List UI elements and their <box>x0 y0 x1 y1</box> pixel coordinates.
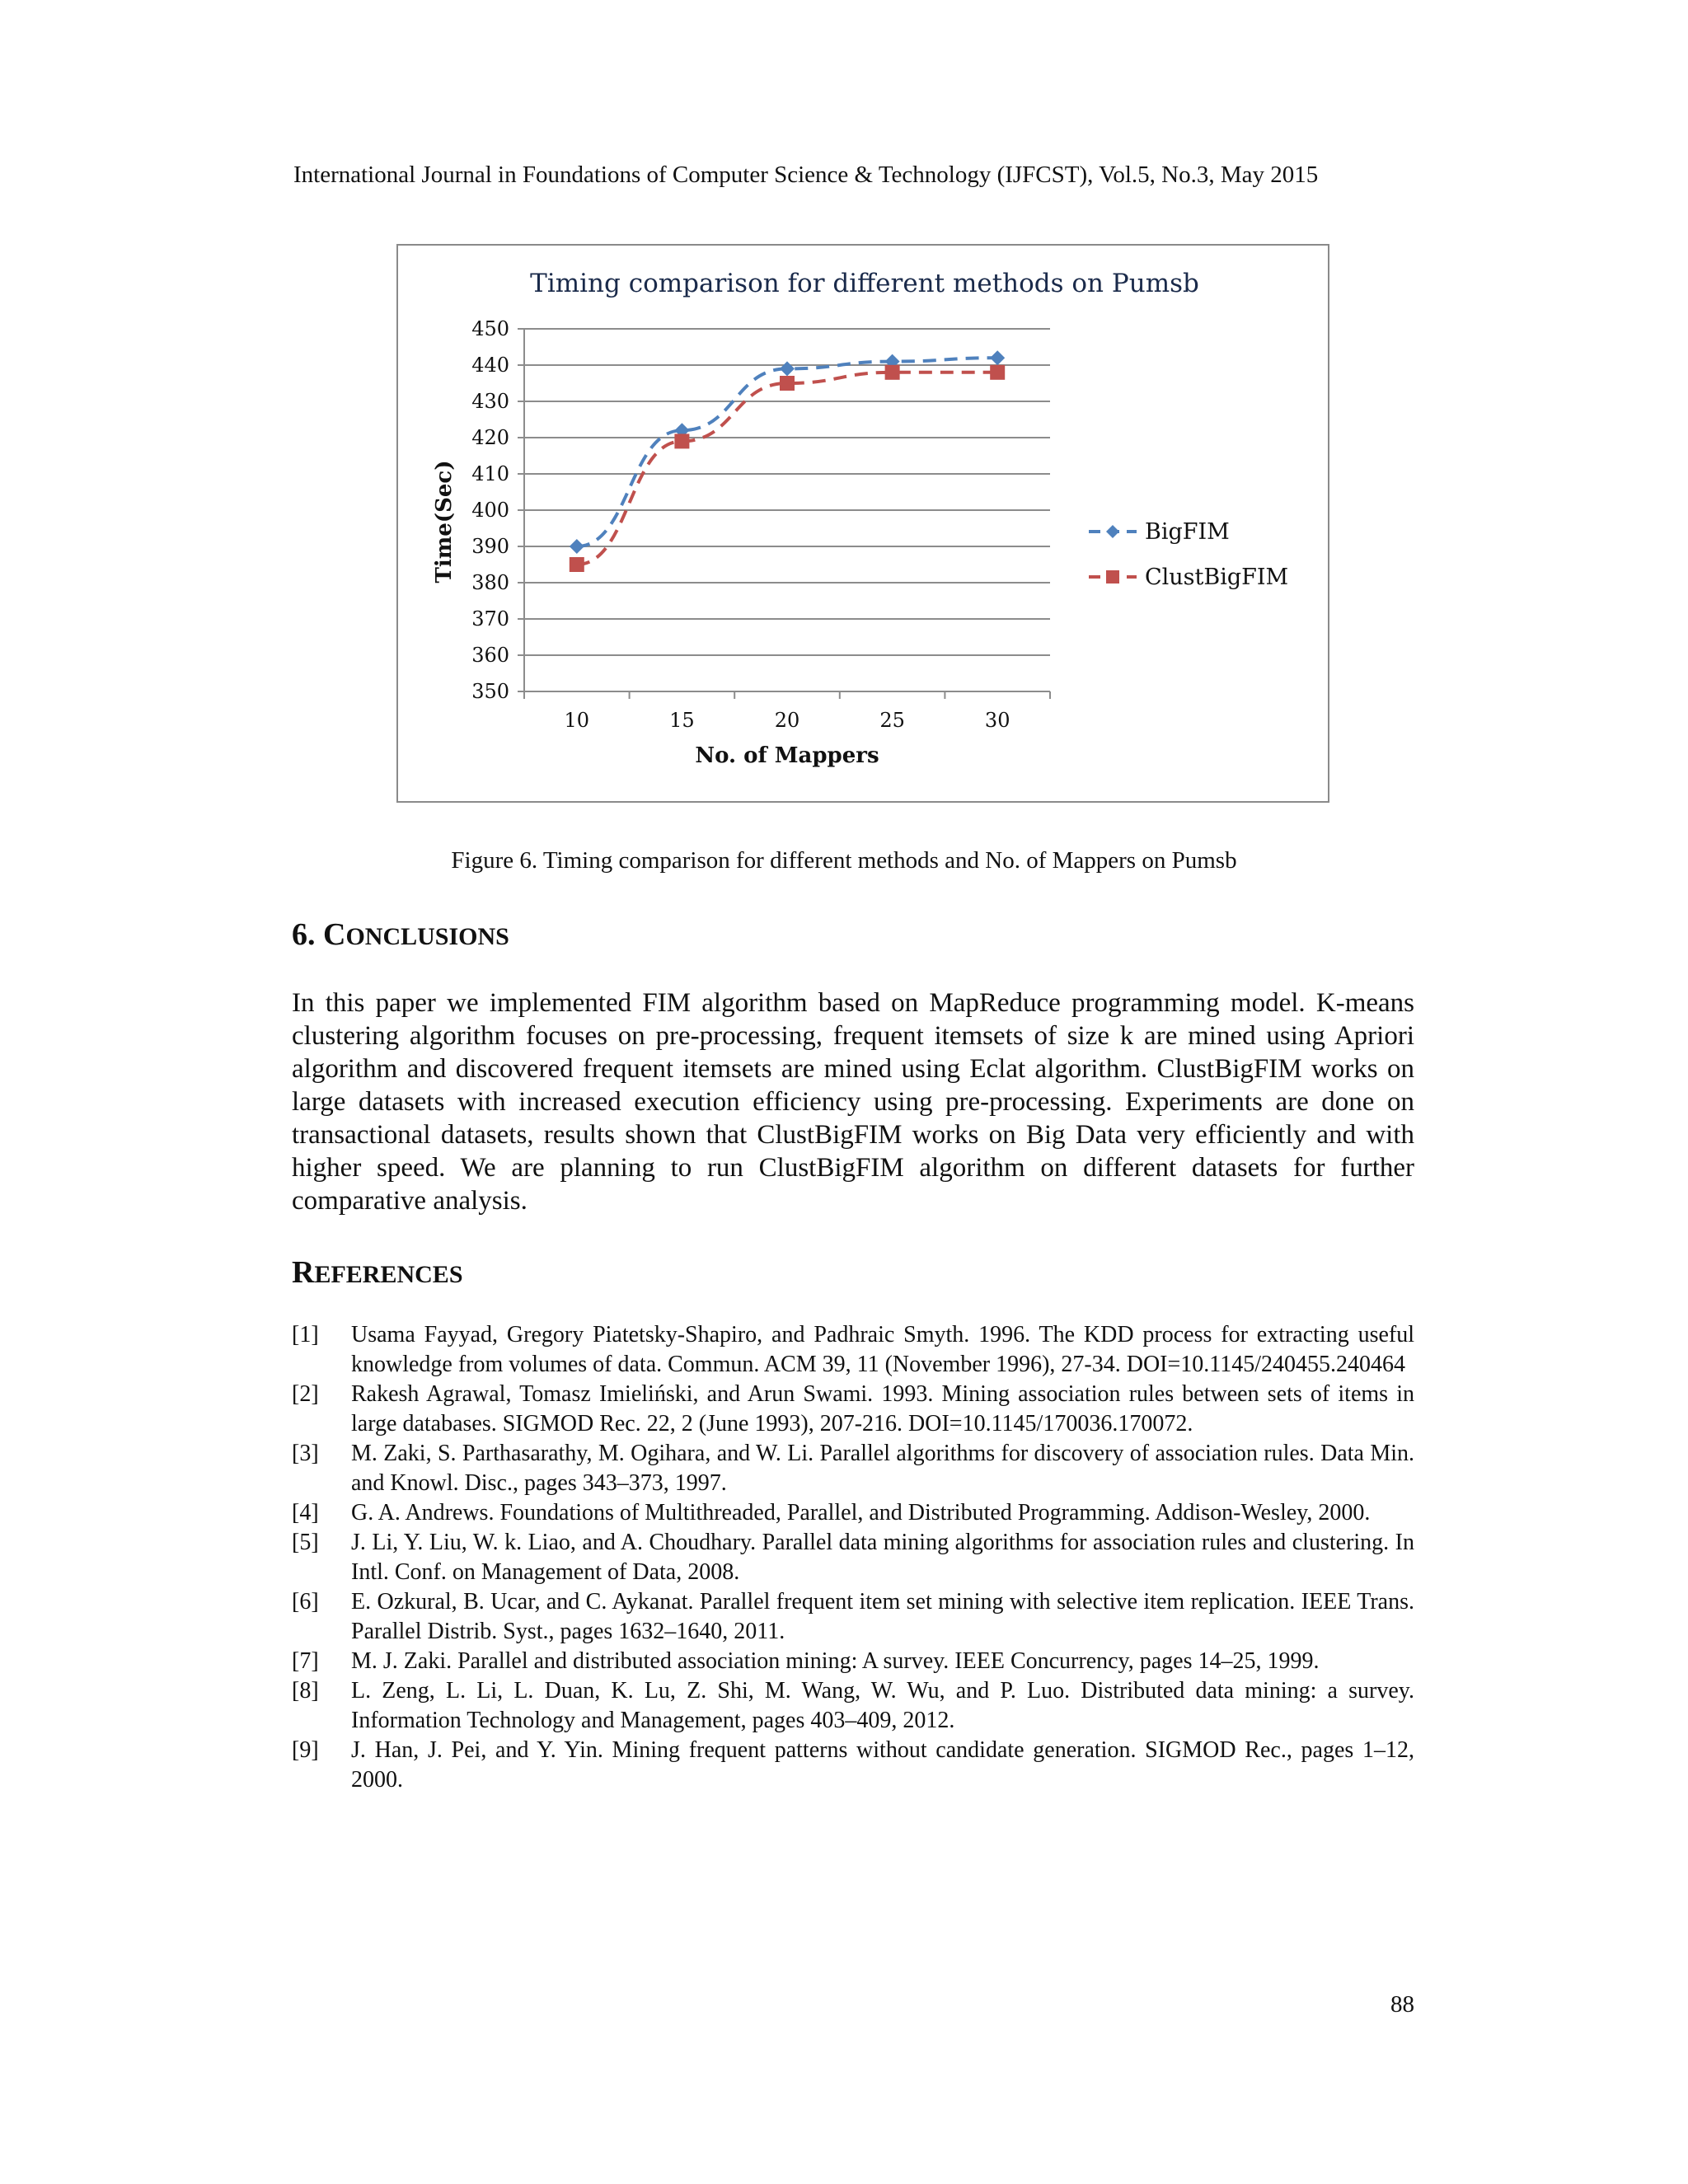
x-tick-label: 25 <box>879 709 905 732</box>
figure-caption: Figure 6. Timing comparison for different methods and No. of Mappers on Pumsb <box>451 847 1237 874</box>
y-tick-label: 400 <box>471 499 509 522</box>
reference-number: [1] <box>292 1322 319 1347</box>
reference-item <box>292 1320 1414 1380</box>
y-tick-label: 380 <box>471 571 509 594</box>
y-tick-label: 360 <box>471 644 509 667</box>
x-axis-label: No. of Mappers <box>695 743 879 768</box>
reference-item <box>292 1647 1414 1676</box>
y-tick-label: 430 <box>471 390 509 413</box>
reference-item <box>292 1528 1414 1587</box>
reference-item <box>292 1380 1414 1439</box>
legend-marker-bigfim <box>1106 525 1119 538</box>
reference-number: [4] <box>292 1500 319 1526</box>
running-header: International Journal in Foundations of Computer Science & Technology (IJFCST), Vol.5, No.3, May 2015 <box>293 162 1319 188</box>
data-point-clustbigfim <box>990 365 1005 380</box>
reference-item <box>292 1439 1414 1498</box>
reference-text: Usama Fayyad, Gregory Piatetsky-Shapiro, and Padhraic Smyth. 1996. The KDD process for extracting useful knowledge from volumes of data. Commun. ACM 39, 11 (November 1996), 27-34. DOI=10.1145/240455.240464 <box>351 1322 1414 1377</box>
data-point-bigfim <box>990 350 1005 365</box>
reference-number: [9] <box>292 1737 319 1763</box>
y-axis-label: Time(Sec) <box>432 460 457 583</box>
reference-item <box>292 1676 1414 1736</box>
reference-text: L. Zeng, L. Li, L. Duan, K. Lu, Z. Shi, M. Wang, W. Wu, and P. Luo. Distributed data mining: a survey. Information Technology and Management, pages 403–409, 2012. <box>351 1678 1414 1733</box>
y-tick-label: 370 <box>471 607 509 630</box>
reference-text: Rakesh Agrawal, Tomasz Imieliński, and Arun Swami. 1993. Mining association rules between sets of items in large databases. SIGMOD Rec. 22, 2 (June 1993), 207-216. DOI=10.1145/170036.170072. <box>351 1381 1414 1436</box>
legend-marker-clustbigfim <box>1106 570 1119 583</box>
reference-number: [8] <box>292 1678 319 1704</box>
reference-text: J. Li, Y. Liu, W. k. Liao, and A. Choudhary. Parallel data mining algorithms for association rules and clustering. In Intl. Conf. on Management of Data, 2008. <box>351 1530 1414 1585</box>
y-tick-label: 440 <box>471 354 509 377</box>
chart-title: Timing comparison for different methods on Pumsb <box>530 269 1199 298</box>
reference-text: J. Han, J. Pei, and Y. Yin. Mining frequent patterns without candidate generation. SIGMOD Rec., pages 1–12, 2000. <box>351 1737 1414 1793</box>
y-tick-label: 420 <box>471 426 509 449</box>
page-number: 88 <box>1390 1991 1414 2018</box>
reference-text: M. Zaki, S. Parthasarathy, M. Ogihara, and W. Li. Parallel algorithms for discovery of association rules. Data Min. and Knowl. Disc., pages 343–373, 1997. <box>351 1441 1414 1496</box>
reference-number: [2] <box>292 1381 319 1407</box>
conclusions-paragraph: In this paper we implemented FIM algorithm based on MapReduce programming model. K-means clustering algorithm focuses on pre-processing, frequent itemsets of size k are mined using Apriori algorithm and discovered frequent itemsets are mined using Eclat algorithm. ClustBigFIM works on large datasets with increased execution efficiency using pre-processing. Experiments are done on transactional datasets, results shown that ClustBigFIM works on Big Data very efficiently and with higher speed. We are planning to run ClustBigFIM algorithm on different datasets for further comparative analysis. <box>292 988 1414 1216</box>
reference-number: [6] <box>292 1589 319 1615</box>
y-tick-label: 450 <box>471 317 509 340</box>
data-point-clustbigfim <box>885 365 900 380</box>
x-tick-label: 20 <box>774 709 800 732</box>
data-point-clustbigfim <box>570 557 584 572</box>
reference-text: E. Ozkural, B. Ucar, and C. Aykanat. Parallel frequent item set mining with selective item replication. IEEE Trans. Parallel Distrib. Syst., pages 1632–1640, 2011. <box>351 1589 1414 1644</box>
data-point-bigfim <box>780 361 795 376</box>
y-tick-label: 390 <box>471 535 509 558</box>
data-point-clustbigfim <box>674 434 689 448</box>
x-tick-label: 30 <box>984 709 1010 732</box>
reference-number: [3] <box>292 1441 319 1466</box>
line-chart <box>398 246 1328 801</box>
reference-item <box>292 1587 1414 1647</box>
y-tick-label: 410 <box>471 462 509 485</box>
data-point-bigfim <box>570 539 584 554</box>
legend-label-clustbigfim: ClustBigFIM <box>1145 565 1289 590</box>
data-point-clustbigfim <box>780 376 795 391</box>
heading-number: 6. C <box>292 917 346 952</box>
reference-text: M. J. Zaki. Parallel and distributed association mining: A survey. IEEE Concurrency, pages 14–25, 1999. <box>351 1648 1320 1674</box>
reference-list <box>292 1320 1414 1795</box>
reference-item <box>292 1498 1414 1528</box>
heading-rest: ONCLUSIONS <box>345 923 509 950</box>
x-tick-label: 10 <box>564 709 590 732</box>
x-tick-label: 15 <box>669 709 695 732</box>
section-heading-conclusions <box>292 916 509 953</box>
y-tick-label: 350 <box>471 680 509 703</box>
heading-first-letter: R <box>292 1255 315 1290</box>
figure-6-chart <box>396 244 1329 803</box>
reference-item <box>292 1736 1414 1795</box>
reference-number: [7] <box>292 1648 319 1674</box>
section-heading-references <box>292 1254 463 1291</box>
reference-number: [5] <box>292 1530 319 1555</box>
heading-rest: EFERENCES <box>314 1261 463 1288</box>
reference-text: G. A. Andrews. Foundations of Multithreaded, Parallel, and Distributed Programming. Addison-Wesley, 2000. <box>351 1500 1371 1526</box>
legend-label-bigfim: BigFIM <box>1145 519 1230 545</box>
